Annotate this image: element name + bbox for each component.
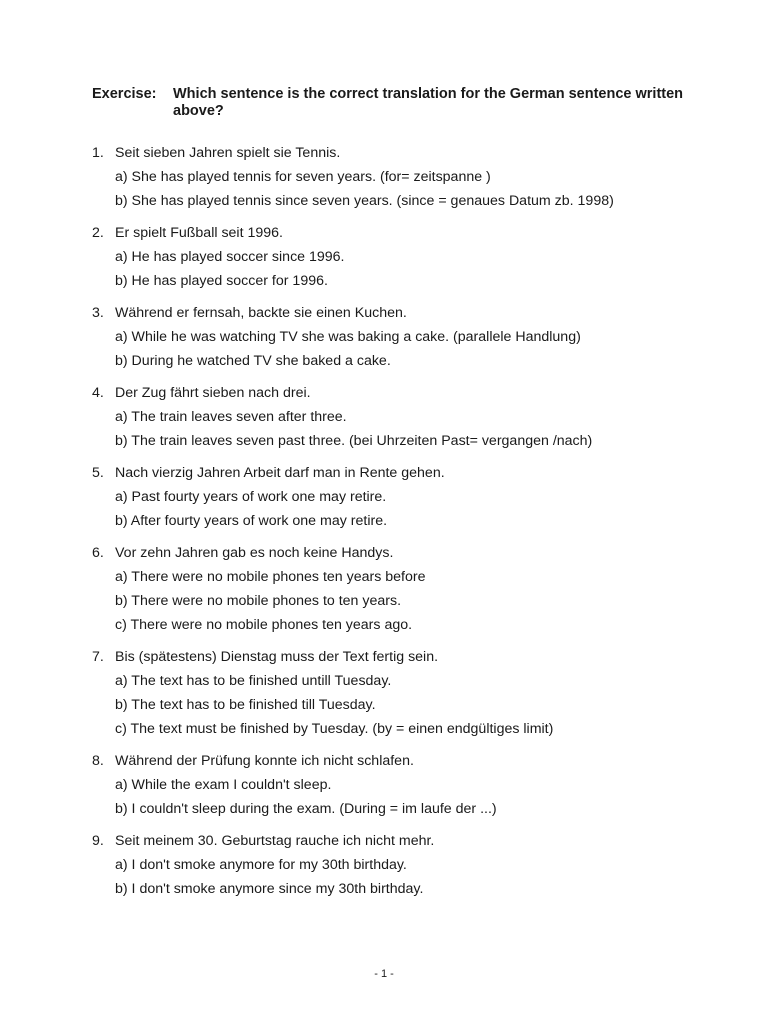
item-german-sentence: Vor zehn Jahren gab es noch keine Handys.	[115, 545, 394, 561]
item-german-line	[92, 221, 712, 245]
answer-option: b) During he watched TV she baked a cake.	[115, 353, 391, 369]
answer-option: b) He has played soccer for 1996.	[115, 273, 328, 289]
answer-option: a) She has played tennis for seven years. (for= zeitspanne )	[115, 169, 491, 185]
page-number: - 1 -	[374, 968, 394, 980]
exercise-item	[92, 301, 712, 373]
answer-option: b) She has played tennis since seven years. (since = genaues Datum zb. 1998)	[115, 193, 614, 209]
answer-option: a) The train leaves seven after three.	[115, 409, 347, 425]
answer-option: a) While the exam I couldn't sleep.	[115, 777, 332, 793]
item-number: 3.	[92, 305, 104, 321]
exercise-question: Which sentence is the correct translation for the German sentence written above?	[173, 86, 684, 119]
answer-option: b) I don't smoke anymore since my 30th birthday.	[115, 881, 424, 897]
answer-option: b) I couldn't sleep during the exam. (During = im laufe der ...)	[115, 801, 497, 817]
exercise-item	[92, 141, 712, 213]
exercise-item	[92, 221, 712, 293]
item-german-sentence: Seit sieben Jahren spielt sie Tennis.	[115, 145, 341, 161]
item-number: 2.	[92, 225, 104, 241]
exercise-item	[92, 645, 712, 741]
item-german-line	[92, 541, 712, 565]
exercise-label: Exercise:	[92, 86, 157, 102]
item-number: 7.	[92, 649, 104, 665]
item-german-sentence: Seit meinem 30. Geburtstag rauche ich nicht mehr.	[115, 833, 435, 849]
item-german-line	[92, 381, 712, 405]
item-german-line	[92, 301, 712, 325]
item-number: 9.	[92, 833, 104, 849]
item-german-sentence: Bis (spätestens) Dienstag muss der Text fertig sein.	[115, 649, 439, 665]
answer-option: c) There were no mobile phones ten years ago.	[115, 617, 413, 633]
exercise-item	[92, 541, 712, 637]
answer-option: b) The train leaves seven past three. (bei Uhrzeiten Past= vergangen /nach)	[115, 433, 593, 449]
answer-option: b) After fourty years of work one may retire.	[115, 513, 388, 529]
answer-option: a) The text has to be finished untill Tuesday.	[115, 673, 392, 689]
item-number: 1.	[92, 145, 104, 161]
item-number: 6.	[92, 545, 104, 561]
answer-option: b) The text has to be finished till Tuesday.	[115, 697, 376, 713]
answer-option: c) The text must be finished by Tuesday. (by = einen endgültiges limit)	[115, 721, 554, 737]
item-german-line	[92, 461, 712, 485]
item-german-sentence: Nach vierzig Jahren Arbeit darf man in Rente gehen.	[115, 465, 445, 481]
item-german-sentence: Während er fernsah, backte sie einen Kuchen.	[115, 305, 407, 321]
item-german-line	[92, 749, 712, 773]
exercise-item	[92, 461, 712, 533]
exercise-item	[92, 381, 712, 453]
item-german-sentence: Der Zug fährt sieben nach drei.	[115, 385, 311, 401]
exercise-item	[92, 829, 712, 901]
item-number: 8.	[92, 753, 104, 769]
exercise-items	[92, 141, 712, 909]
answer-option: b) There were no mobile phones to ten years.	[115, 593, 402, 609]
item-german-sentence: Er spielt Fußball seit 1996.	[115, 225, 283, 241]
answer-option: a) There were no mobile phones ten years before	[115, 569, 426, 585]
item-german-line	[92, 141, 712, 165]
item-german-line	[92, 645, 712, 669]
item-german-sentence: Während der Prüfung konnte ich nicht schlafen.	[115, 753, 414, 769]
item-number: 5.	[92, 465, 104, 481]
item-german-line	[92, 829, 712, 853]
answer-option: a) Past fourty years of work one may retire.	[115, 489, 387, 505]
answer-option: a) I don't smoke anymore for my 30th birthday.	[115, 857, 407, 873]
exercise-item	[92, 749, 712, 821]
answer-option: a) He has played soccer since 1996.	[115, 249, 345, 265]
answer-option: a) While he was watching TV she was baking a cake. (parallele Handlung)	[115, 329, 581, 345]
item-number: 4.	[92, 385, 104, 401]
